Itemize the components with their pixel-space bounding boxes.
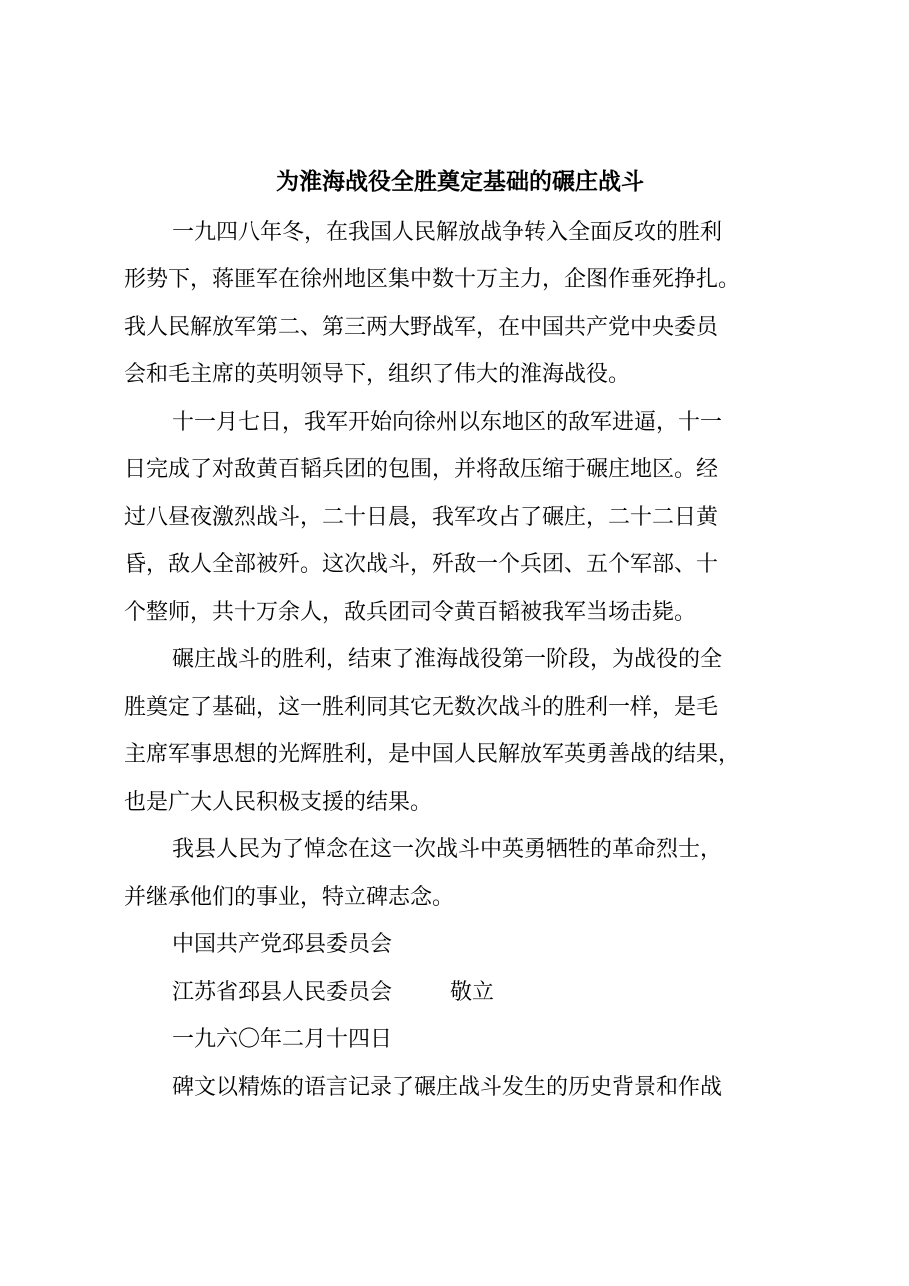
- paragraph-1-line-3: 我人民解放军第二、第三两大野战军，在中国共产党中央委员: [124, 315, 719, 340]
- signature-date: 一九六〇年二月十四日: [172, 1027, 393, 1052]
- paragraph-1-line-1: 一九四八年冬，在我国人民解放战争转入全面反攻的胜利: [172, 220, 723, 245]
- paragraph-4-line-1: 我县人民为了悼念在这一次战斗中英勇牺牲的革命烈士，: [172, 837, 723, 862]
- signature-party-committee: 中国共产党邳县委员会: [172, 932, 393, 957]
- paragraph-2-line-5: 个整师，共十万余人，敌兵团司令黄百韬被我军当场击毙。: [124, 600, 697, 625]
- paragraph-3-line-2: 胜奠定了基础，这一胜利同其它无数次战斗的胜利一样，是毛: [124, 695, 719, 720]
- paragraph-1-line-4: 会和毛主席的英明领导下，组织了伟大的淮海战役。: [124, 362, 631, 387]
- document-title: 为淮海战役全胜奠定基础的碾庄战斗: [276, 168, 644, 195]
- paragraph-3-line-1: 碾庄战斗的胜利，结束了淮海战役第一阶段，为战役的全: [172, 647, 723, 672]
- signature-people-committee-line: [172, 976, 494, 1010]
- paragraph-3-line-4: 也是广大人民积极支援的结果。: [124, 790, 433, 815]
- signature-people-committee: 江苏省邳县人民委员会: [172, 980, 393, 1005]
- paragraph-2-line-4: 昏，敌人全部被歼。这次战斗，歼敌一个兵团、五个军部、十: [124, 552, 719, 577]
- paragraph-4-line-2: 并继承他们的事业，特立碑志念。: [124, 885, 455, 910]
- paragraph-1-line-2: 形势下，蒋匪军在徐州地区集中数十万主力，企图作垂死挣扎。: [124, 267, 741, 292]
- paragraph-2-line-3: 过八昼夜激烈战斗，二十日晨，我军攻占了碾庄，二十二日黄: [124, 505, 719, 530]
- signature-respectfully-erected: 敬立: [450, 980, 495, 1005]
- paragraph-3-line-3: 主席军事思想的光辉胜利，是中国人民解放军英勇善战的结果，: [124, 742, 741, 767]
- paragraph-2-line-2: 日完成了对敌黄百韬兵团的包围，并将敌压缩于碾庄地区。经: [124, 457, 719, 482]
- paragraph-2-line-1: 十一月七日，我军开始向徐州以东地区的敌军进逼，十一: [172, 410, 723, 435]
- commentary-line-1: 碑文以精炼的语言记录了碾庄战斗发生的历史背景和作战: [172, 1075, 723, 1100]
